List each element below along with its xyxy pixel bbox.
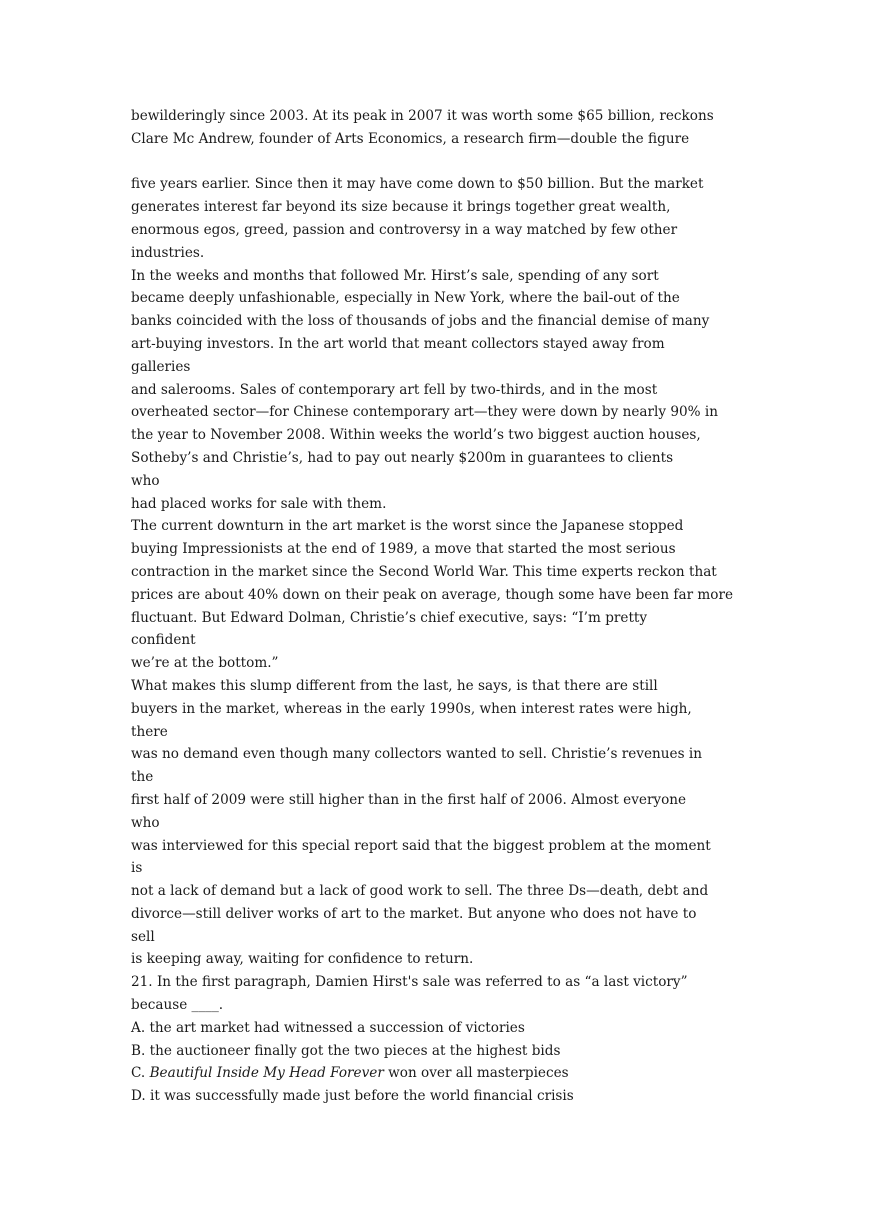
option-b: B. the auctioneer finally got the two pieces at the highest bids xyxy=(131,1042,561,1059)
text-line: fluctuant. But Edward Dolman, Christie’s chief executive, says: “I’m pretty xyxy=(131,609,648,626)
text-line: In the weeks and months that followed Mr. Hirst’s sale, spending of any sort xyxy=(131,267,659,284)
text-line: became deeply unfashionable, especially in New York, where the bail-out of the xyxy=(131,290,680,307)
text-line: not a lack of demand but a lack of good work to sell. The three Ds—death, debt and xyxy=(131,883,709,900)
text-line: prices are about 40% down on their peak on average, though some have been far more xyxy=(131,586,734,603)
paragraph-block-2 xyxy=(131,173,741,971)
text-line: who xyxy=(131,472,160,489)
text-line: confident xyxy=(131,632,196,649)
text-line: Clare Mc Andrew, founder of Arts Economics, a research firm—double the figure xyxy=(131,130,690,147)
text-line: and salerooms. Sales of contemporary art fell by two-thirds, and in the most xyxy=(131,381,658,398)
text-line: banks coincided with the loss of thousands of jobs and the financial demise of many xyxy=(131,313,710,330)
text-line: bewilderingly since 2003. At its peak in 2007 it was worth some $65 billion, reckons xyxy=(131,108,714,124)
text-line: five years earlier. Since then it may have come down to $50 billion. But the market xyxy=(131,176,704,193)
text-line: we’re at the bottom.” xyxy=(131,655,279,672)
text-line: was no demand even though many collectors wanted to sell. Christie’s revenues in xyxy=(131,746,702,763)
text-line: buying Impressionists at the end of 1989, a move that started the most serious xyxy=(131,541,676,558)
option-c-artwork-title: Beautiful Inside My Head Forever xyxy=(149,1065,384,1082)
text-line: enormous egos, greed, passion and controversy in a way matched by few other xyxy=(131,221,678,238)
blank-line xyxy=(131,151,741,174)
text-line: overheated sector—for Chinese contemporary art—they were down by nearly 90% in xyxy=(131,404,718,421)
text-line: galleries xyxy=(131,358,191,375)
text-line: divorce—still deliver works of art to the market. But anyone who does not have to xyxy=(131,905,697,922)
option-a: A. the art market had witnessed a succession of victories xyxy=(131,1019,525,1036)
text-line: The current downturn in the art market is the worst since the Japanese stopped xyxy=(131,518,684,535)
text-line: was interviewed for this special report said that the biggest problem at the moment xyxy=(131,837,711,854)
text-line: industries. xyxy=(131,244,205,261)
text-line: there xyxy=(131,723,168,740)
text-line: had placed works for sale with them. xyxy=(131,495,387,512)
text-line: sell xyxy=(131,928,155,945)
text-line: the xyxy=(131,769,154,786)
text-line: contraction in the market since the Second World War. This time experts reckon that xyxy=(131,563,717,580)
text-line: art-buying investors. In the art world that meant collectors stayed away from xyxy=(131,335,665,352)
paragraph-block-1 xyxy=(131,105,741,151)
text-line: first half of 2009 were still higher than in the first half of 2006. Almost everyone xyxy=(131,791,687,808)
text-line: is keeping away, waiting for confidence to return. xyxy=(131,951,474,968)
document-body xyxy=(131,105,741,1108)
text-line: generates interest far beyond its size because it brings together great wealth, xyxy=(131,199,671,216)
text-line: What makes this slump different from the last, he says, is that there are still xyxy=(131,677,658,694)
option-d: D. it was successfully made just before the world financial crisis xyxy=(131,1088,574,1105)
text-line: is xyxy=(131,860,143,877)
text-line: buyers in the market, whereas in the early 1990s, when interest rates were high, xyxy=(131,700,692,717)
option-c xyxy=(131,1062,741,1085)
question-stem-line-1: 21. In the first paragraph, Damien Hirst's sale was referred to as “a last victory” xyxy=(131,974,688,991)
question-stem-line-2: because ____. xyxy=(131,997,224,1014)
question-21 xyxy=(131,971,741,1108)
text-line: Sotheby’s and Christie’s, had to pay out nearly $200m in guarantees to clients xyxy=(131,449,674,466)
text-line: the year to November 2008. Within weeks the world’s two biggest auction houses, xyxy=(131,427,701,444)
option-c-prefix: C. xyxy=(131,1065,150,1082)
text-line: who xyxy=(131,814,160,831)
option-c-suffix: won over all masterpieces xyxy=(383,1065,569,1082)
